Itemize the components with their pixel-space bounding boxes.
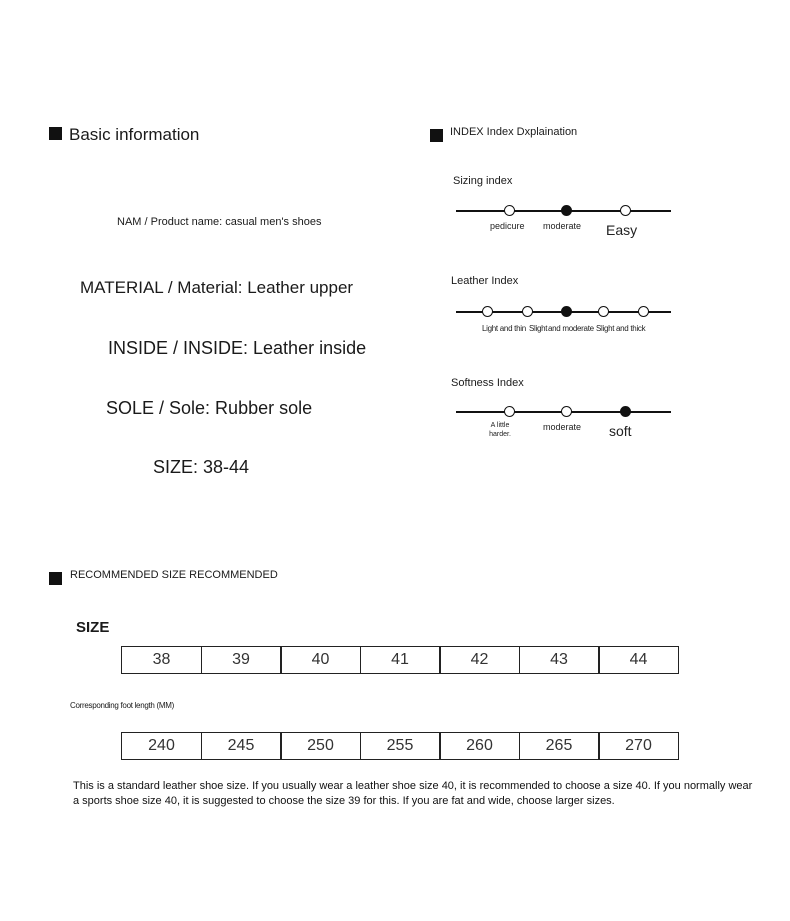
- recommended-heading: RECOMMENDED SIZE RECOMMENDED: [70, 569, 278, 581]
- softness-tick-3: soft: [609, 423, 632, 439]
- length-cell: 245: [201, 732, 282, 760]
- leather-dot-2: [522, 306, 533, 317]
- product-name: NAM / Product name: casual men's shoes: [117, 216, 322, 228]
- sizing-index-label: Sizing index: [453, 175, 513, 187]
- sizing-dot-3: [620, 205, 631, 216]
- sizing-tick-1: pedicure: [490, 221, 525, 231]
- section-marker-icon: [430, 129, 443, 142]
- leather-dot-4: [598, 306, 609, 317]
- size-note: This is a standard leather shoe size. If you usually wear a leather shoe size 40, it is recommended to choose a size 40. If you normally wear a sports shoe size 40, it is suggested to choose the size 39 for this. If you are fat and wide, choose larger sizes.: [73, 780, 753, 807]
- foot-length-label: Corresponding foot length (MM): [70, 701, 174, 710]
- foot-length-row: [121, 732, 679, 760]
- softness-dot-1: [504, 406, 515, 417]
- size-cell: 41: [360, 646, 441, 674]
- size-cell: 44: [598, 646, 679, 674]
- length-cell: 250: [280, 732, 361, 760]
- basic-info-heading: Basic information: [69, 125, 200, 144]
- section-marker-icon: [49, 127, 62, 140]
- material-info: MATERIAL / Material: Leather upper: [80, 278, 354, 297]
- section-marker-icon: [49, 572, 62, 585]
- size-cell: 38: [121, 646, 202, 674]
- softness-dot-3-selected: [620, 406, 631, 417]
- softness-tick-1: A little harder.: [489, 422, 511, 438]
- softness-index-label: Softness Index: [451, 377, 524, 389]
- leather-index-label: Leather Index: [451, 275, 519, 287]
- leather-dot-5: [638, 306, 649, 317]
- leather-tick-5: and thick: [616, 324, 646, 333]
- size-info: SIZE: 38-44: [153, 457, 250, 477]
- size-row: [121, 646, 679, 674]
- softness-tick-2: moderate: [543, 422, 582, 432]
- leather-tick-4: Slight: [596, 324, 615, 333]
- size-table-label: SIZE: [76, 619, 110, 636]
- length-cell: 265: [519, 732, 600, 760]
- sizing-dot-2-selected: [561, 205, 572, 216]
- inside-info: INSIDE / INSIDE: Leather inside: [108, 338, 367, 358]
- length-cell: 255: [360, 732, 441, 760]
- length-cell: 260: [439, 732, 520, 760]
- size-cell: 42: [439, 646, 520, 674]
- sizing-tick-2: moderate: [543, 221, 582, 231]
- size-cell: 43: [519, 646, 600, 674]
- length-cell: 270: [598, 732, 679, 760]
- leather-tick-2: Slight: [529, 324, 548, 333]
- leather-tick-1: Light and thin: [482, 324, 526, 333]
- sizing-dot-1: [504, 205, 515, 216]
- length-cell: 240: [121, 732, 202, 760]
- softness-dot-2: [561, 406, 572, 417]
- size-cell: 39: [201, 646, 282, 674]
- leather-tick-3: and moderate: [548, 324, 594, 333]
- leather-dot-1: [482, 306, 493, 317]
- sole-info: SOLE / Sole: Rubber sole: [106, 398, 313, 418]
- index-heading: INDEX Index Dxplaination: [450, 126, 578, 138]
- size-cell: 40: [280, 646, 361, 674]
- sizing-tick-3: Easy: [606, 222, 638, 238]
- leather-dot-3-selected: [561, 306, 572, 317]
